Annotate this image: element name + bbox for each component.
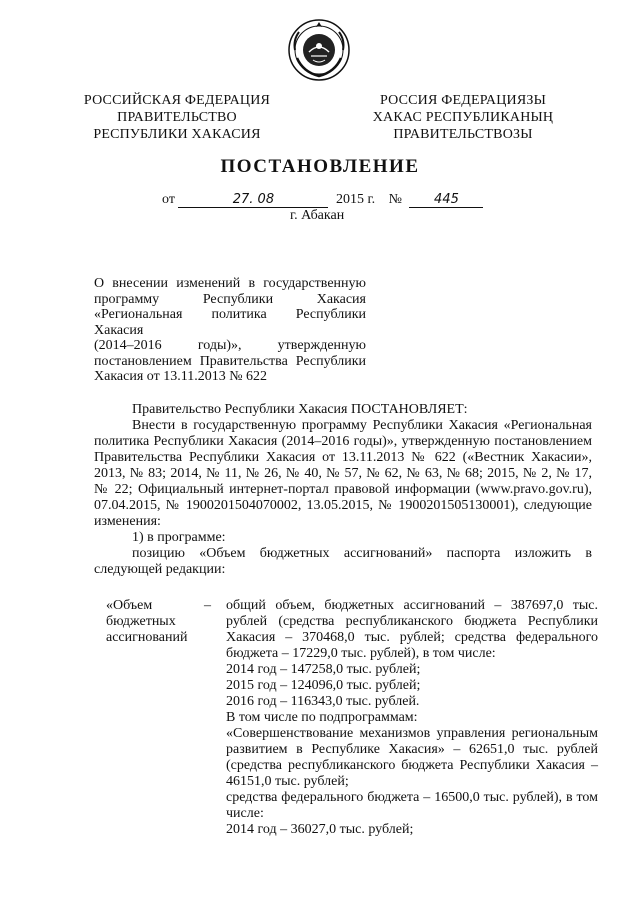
number-value: 445	[409, 193, 483, 208]
content-line: В том числе по подпрограммам:	[226, 710, 418, 725]
date-value: 27. 08	[178, 193, 328, 208]
from-label: от	[162, 192, 175, 207]
coat-of-arms-emblem	[287, 18, 351, 82]
dash: –	[204, 598, 211, 613]
paragraph-line: политика Республики Хакасия (2014–2016 годы)», утвержденную постановлением	[94, 434, 592, 449]
position-line: позицию «Объем бюджетных ассигнований» паспорта изложить в	[132, 546, 592, 561]
paragraph-1	[94, 418, 592, 578]
header-left-line: РОССИЙСКАЯ ФЕДЕРАЦИЯ	[83, 93, 271, 108]
paragraph-line: 07.04.2015, № 1900201504070002, 13.05.2015, № 1900201505130001), следующие	[94, 498, 592, 513]
content-line: 2016 год – 116343,0 тыс. рублей.	[226, 694, 420, 709]
content-line: (средства республиканского бюджета Республики Хакасия –	[226, 758, 598, 773]
subject-line: постановлением Правительства Республики	[94, 353, 366, 369]
label-line: бюджетных	[106, 614, 176, 629]
subject-line: Хакасия от 13.11.2013 № 622	[94, 369, 268, 384]
content-line: бюджета – 17229,0 тыс. рублей), в том числе:	[226, 646, 496, 661]
content-line: средства федерального бюджета – 16500,0 тыс. рублей), в том	[226, 790, 598, 805]
content-line: рублей (средства республиканского бюджета Республики	[226, 614, 598, 629]
content-line: 2015 год – 124096,0 тыс. рублей;	[226, 678, 421, 693]
paragraph-line: Внести в государственную программу Республики Хакасия «Региональная	[132, 418, 592, 433]
content-line: Хакасия – 370468,0 тыс. рублей; средства федерального	[226, 630, 598, 645]
subject-line: (2014–2016 годы)», утвержденную	[94, 338, 366, 353]
label-line: «Объем	[106, 598, 153, 613]
subject-line: программу Республики Хакасия	[94, 291, 366, 307]
subject-line: О внесении изменений в государственную	[94, 276, 366, 291]
position-line: следующей редакции:	[94, 562, 226, 577]
content-line: «Совершенствование механизмов управления региональным	[226, 726, 598, 741]
header-right-line: ХАКАС РЕСПУБЛИКАНЫҢ	[372, 110, 554, 125]
content-line: общий объем, бюджетных ассигнований – 387697,0 тыс.	[226, 598, 598, 613]
header-right-line: ПРАВИТЕЛЬСТВОЗЫ	[393, 127, 533, 142]
paragraph-line: 2013, № 83; 2014, № 11, № 26, № 40, № 57, № 62, № 63, № 68; 2015, № 2, № 17,	[94, 466, 592, 481]
city: г. Абакан	[290, 208, 345, 223]
paragraph-line: Правительства Республики Хакасия от 13.11.2013 № 622 («Вестник Хакасии»,	[94, 450, 592, 465]
document-title: ПОСТАНОВЛЕНИЕ	[220, 156, 420, 177]
subject-line: «Региональная политика Республики Хакасия	[94, 307, 366, 338]
number-label: №	[388, 192, 402, 207]
header-left-line: РЕСПУБЛИКИ ХАКАСИЯ	[93, 127, 261, 142]
paragraph-line: изменения:	[94, 514, 161, 529]
date-number-line	[162, 192, 483, 208]
paragraph-line: № 22; Официальный интернет-портал правовой информации (www.pravo.gov.ru),	[94, 482, 592, 497]
content-line: 46151,0 тыс. рублей;	[226, 774, 349, 789]
decree-text: Правительство Республики Хакасия ПОСТАНОВЛЯЕТ:	[132, 402, 468, 417]
content-line: 2014 год – 147258,0 тыс. рублей;	[226, 662, 421, 677]
header-left	[82, 92, 272, 143]
decree-line	[94, 402, 592, 418]
header-right-line: РОССИЯ ФЕДЕРАЦИЯЗЫ	[379, 93, 547, 108]
item-1: 1) в программе:	[132, 530, 226, 545]
budget-label	[106, 598, 196, 646]
header-left-line: ПРАВИТЕЛЬСТВО	[117, 110, 237, 125]
content-line: развитием в Республике Хакасия» – 62651,0 тыс. рублей	[226, 742, 598, 757]
label-line: ассигнований	[106, 630, 188, 645]
header-right	[368, 92, 558, 143]
content-line: 2014 год – 36027,0 тыс. рублей;	[226, 822, 414, 837]
budget-content	[226, 598, 598, 838]
year-label: 2015 г.	[335, 192, 376, 207]
subject-block	[94, 276, 366, 385]
content-line: числе:	[226, 806, 264, 821]
